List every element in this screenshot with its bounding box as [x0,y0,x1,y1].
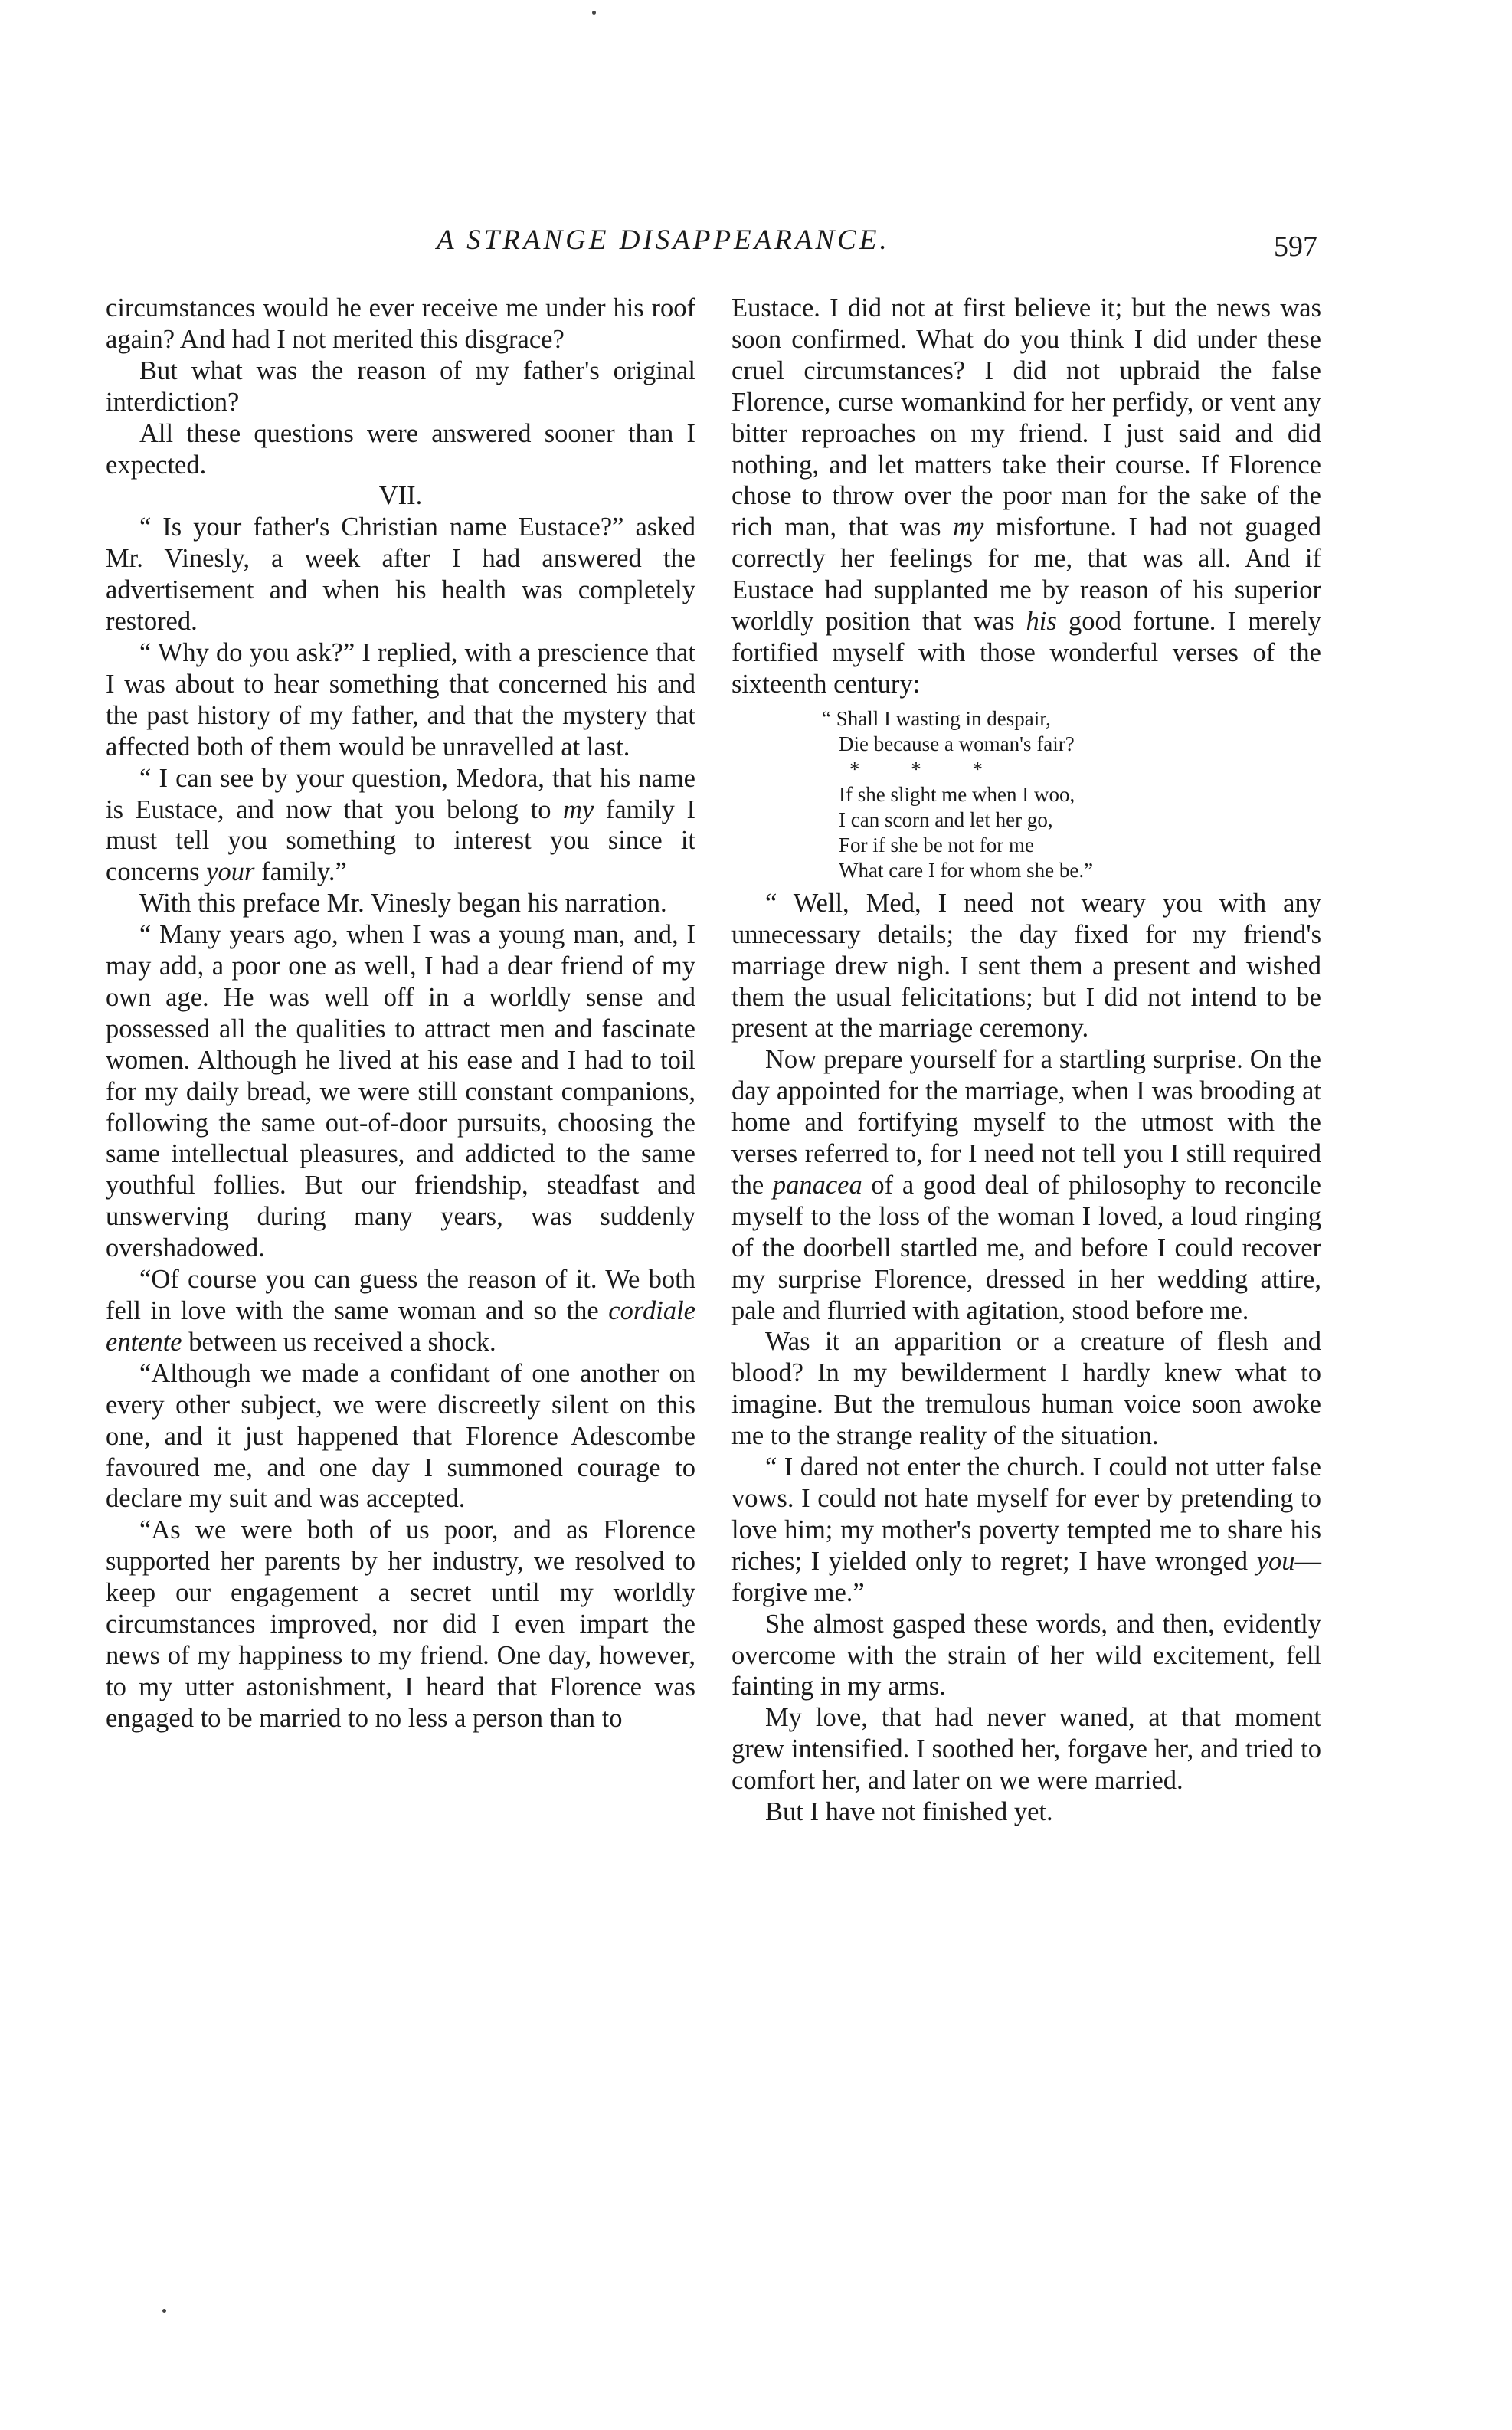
right-column [731,293,1321,1828]
italic-word: panacea [772,1170,862,1200]
paragraph: “ Is your father's Christian name Eustace?” asked Mr. Vinesly, a week after I had answered the advertisement and when his health was completely restored. [106,513,695,637]
text-run: between us received a shock. [182,1327,496,1357]
section-heading: VII. [378,481,423,511]
paragraph: But I have not finished yet. [765,1797,1053,1827]
text-run: family I must tell you something to interest you since it concerns [106,794,695,887]
text-run: “ I dared not enter the church. I could not utter false vows. I could not hate myself for ever by pretending to love him; my mother's poverty tempted me to share his riches; I yielded only to regret; I have wronged [731,1452,1321,1576]
running-title: A STRANGE DISAPPEARANCE. [437,224,890,256]
paragraph: My love, that had never waned, at that moment grew intensified. I soothed her, forgave her, and tried to comfort her, and later on we were married. [731,1703,1321,1796]
paragraph: “ Why do you ask?” I replied, with a prescience that I was about to hear something that concerned his and the past history of my father, and that the mystery that affected both of them would be unravelled at last. [106,637,695,761]
paragraph: Was it an apparition or a creature of flesh and blood? In my bewilderment I hardly knew what to imagine. But the tremulous human voice soon awoke me to the strange reality of the situation. [731,1327,1321,1451]
text-run: —forgive me.” [731,1546,1321,1607]
italic-word: my [953,513,984,542]
paragraph: With this preface Mr. Vinesly began his narration. [139,889,667,919]
paragraph [106,1264,695,1358]
paragraph: But what was the reason of my father's original interdiction? [106,355,695,417]
italic-word: you [1256,1546,1295,1576]
page-header [107,224,1317,263]
paragraph: “Although we made a confidant of one another on every other subject, we were discreetly silent on this one, and it just happened that Florence Adescombe favoured me, and one day I summoned courage to declare my suit and was accepted. [106,1358,695,1514]
verse-line: I can scorn and let her go, [839,807,1053,831]
paragraph: “As we were both of us poor, and as Florence supported her parents by her industry, we resolved to keep our engagement a secret until my worldly circumstances improved, nor did I even impart the news of my happiness to my friend. One day, however, to my utter astonishment, I heard that Florence was engaged to be married to no less a person than to [106,1515,695,1733]
italic-word: my [563,794,594,824]
text-run: of a good deal of philosophy to reconcile myself to the loss of the woman I loved, a loud ringing of the doorbell startled me, and before I could recover my surprise Florence, dressed in her wedding attire, pale and flurried with agitation, stood before me. [731,1170,1321,1325]
verse-quote [822,706,1321,883]
text-run: family.” [254,857,347,887]
text-run: good fortune. I merely fortified myself with those wonderful verses of the sixteenth century: [731,607,1321,699]
text-run: misfortune. I had not guaged correctly her feelings for me, that was all. And if Eustace had supplanted me by reason of his superior worldly position that was [731,513,1322,637]
text-run: “Of course you can guess the reason of it. We both fell in love with the same woman and so the [106,1265,695,1325]
text-run: Eustace. I did not at first believe it; but the news was soon confirmed. What do you think I did under these cruel circumstances? I did not upbraid the false Florence, curse womankind for her perfidy, or vent any bitter reproaches on my friend. I just said and did nothing, and let matters take their course. If Florence chose to throw over the poor man for the sake of the rich man, that was [731,293,1321,542]
verse-separator: * * * [849,757,983,781]
paragraph: “ Well, Med, I need not weary you with any unnecessary details; the day fixed for my friend's marriage drew nigh. I sent them a present and wished them the usual felicitations; but I did not intend to be present at the marriage ceremony. [731,888,1321,1043]
paragraph: All these questions were answered sooner than I expected. [106,418,695,480]
verse-line: Die because a woman's fair? [839,732,1075,755]
paragraph: “ Many years ago, when I was a young man, and, I may add, a poor one as well, I had a dear friend of my own age. He was well off in a worldly sense and possessed all the qualities to attract men and fascinate women. Although he lived at his ease and I had to toil for my daily bread, we were still constant companions, following the same out-of-door pursuits, choosing the same intellectual pleasures, and addicted to the same youthful follies. But our friendship, steadfast and unswerving during many years, was suddenly overshadowed. [106,920,695,1263]
text-run: Now prepare yourself for a startling surprise. On the day appointed for the marriage, when I was brooding at home and fortifying myself to the utmost with the verses referred to, for I need not tell you I still required the [731,1045,1321,1200]
verse-line: “ Shall I wasting in despair, [822,706,1051,730]
page-number: 597 [1274,231,1317,263]
text-run: “ I can see by your question, Medora, that his name is Eustace, and now that you belong to [106,763,695,824]
paragraph [731,1452,1321,1609]
paragraph [731,1044,1321,1326]
print-speck [162,2309,166,2313]
italic-word: his [1026,607,1057,637]
paragraph: circumstances would he ever receive me under his roof again? And had I not merited this disgrace? [106,293,695,354]
print-speck [592,11,596,15]
left-column [106,293,695,1734]
verse-line: If she slight me when I woo, [839,782,1075,806]
italic-phrase: cordiale entente [106,1296,695,1357]
italic-word: your [206,857,255,887]
verse-line: What care I for whom she be.” [839,858,1094,882]
paragraph [731,293,1321,700]
paragraph: She almost gasped these words, and then, evidently overcome with the strain of her wild excitement, fell fainting in my arms. [731,1609,1321,1701]
paragraph [106,763,695,889]
verse-line: For if she be not for me [839,833,1034,856]
